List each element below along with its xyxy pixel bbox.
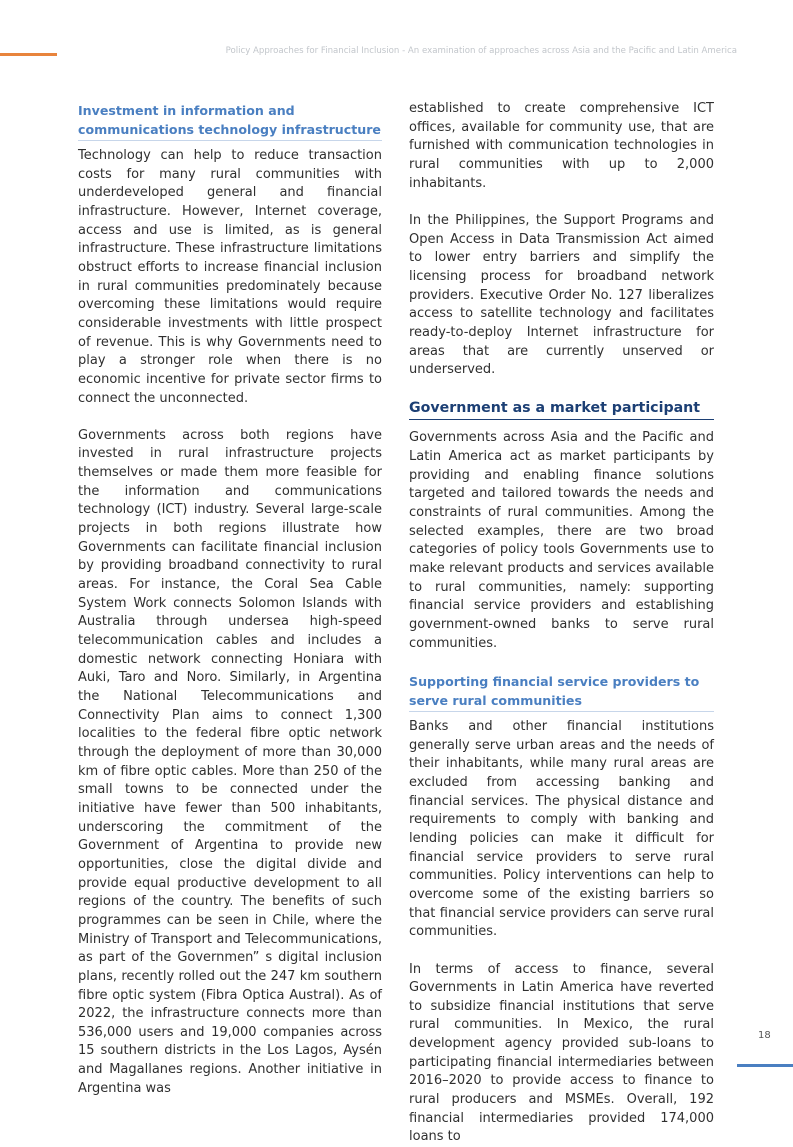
paragraph: established to create comprehensive ICT offices, available for community use, that are furnished with communication technologies in rural communities with up to 2,000 inhabitants. <box>409 100 714 193</box>
subheading-supporting-providers: Supporting financial service providers to serve rural communities <box>409 672 714 712</box>
paragraph: Governments across both regions have invested in rural infrastructure projects themselves or made them more feasible for the information and communications technology (ICT) industry. Several large-scale projects in both regions illustrate how Governments can facilitate financial inclusion by providing broadband connectivity to rural areas. For instance, the Coral Sea Cable System Work connects Solomon Islands with Australia through undersea high-speed telecommunication cables and includes a domestic network connecting Honiara with Auki, Taro and Noro. Similarly, in Argentina the National Telecommunications and Connectivity Plan aims to connect 1,300 localities to the federal fibre optic network through the deployment of more than 30,000 km of fibre optic cables. More than 250 of the small towns to be connected under the initiative have fewer than 500 inhabitants, underscoring the commitment of the Government of Argentina to provide new opportunities, close the digital divide and provide equal productive development to all regions of the country. The benefits of such programmes can be seen in Chile, where the Ministry of Transport and Telecommunications, as part of the Governmen” s digital inclusion plans, recently rolled out the 247 km southern fibre optic system (Fibra Optica Austral). As of 2022, the infrastructure connects more than 536,000 users and 19,000 companies across 15 southern districts in the Los Lagos, Aysén and Magallanes regions. Another initiative in Argentina was <box>78 427 382 1099</box>
paragraph: In terms of access to finance, several Governments in Latin America have reverted to subsidize financial institutions that serve rural communities. In Mexico, the rural development agency provided sub-loans to participating financial intermediaries between 2016–2020 to provide access to finance to rural producers and MSMEs. Overall, 192 financial intermediaries provided 174,000 loans to <box>409 961 714 1147</box>
paragraph: Governments across Asia and the Pacific and Latin America act as market participants by providing and enabling finance solutions targeted and tailored towards the needs and constraints of rural communities. Among the selected examples, there are two broad categories of policy tools Governments use to make relevant products and services available to rural communities, namely: supporting financial service providers and establishing government-owned banks to serve rural communities. <box>409 429 714 653</box>
right-column <box>409 100 714 1147</box>
page-number: 18 <box>758 1030 771 1041</box>
section-heading-market-participant: Government as a market participant <box>409 398 714 420</box>
left-column <box>78 101 382 1098</box>
paragraph: Banks and other financial institutions generally serve urban areas and the needs of their inhabitants, while many rural areas are excluded from accessing banking and financial services. The physical distance and requirements to comply with banking and lending policies can make it difficult for financial service providers to serve rural communities. Policy interventions can help to overcome some of the existing barriers so that financial service providers can serve rural communities. <box>409 718 714 942</box>
footer-accent-bar <box>737 1064 793 1067</box>
header-accent-bar <box>0 53 57 56</box>
subheading-ict-infrastructure: Investment in information and communications technology infrastructure <box>78 101 382 141</box>
paragraph: In the Philippines, the Support Programs and Open Access in Data Transmission Act aimed to lower entry barriers and simplify the licensing process for broadband network providers. Executive Order No. 127 liberalizes access to satellite technology and facilitates ready-to-deploy Internet infrastructure for areas that are currently unserved or underserved. <box>409 212 714 380</box>
paragraph: Technology can help to reduce transaction costs for many rural communities with underdeveloped general and financial infrastructure. However, Internet coverage, access and use is limited, as is general infrastructure. These infrastructure limitations obstruct efforts to increase financial inclusion in rural communities predominately because overcoming these limitations would require considerable investments with little prospect of revenue. This is why Governments need to play a stronger role when there is no economic incentive for private sector firms to connect the unconnected. <box>78 147 382 408</box>
running-header: Policy Approaches for Financial Inclusion - An examination of approaches across Asia and the Pacific and Latin America <box>120 46 737 56</box>
